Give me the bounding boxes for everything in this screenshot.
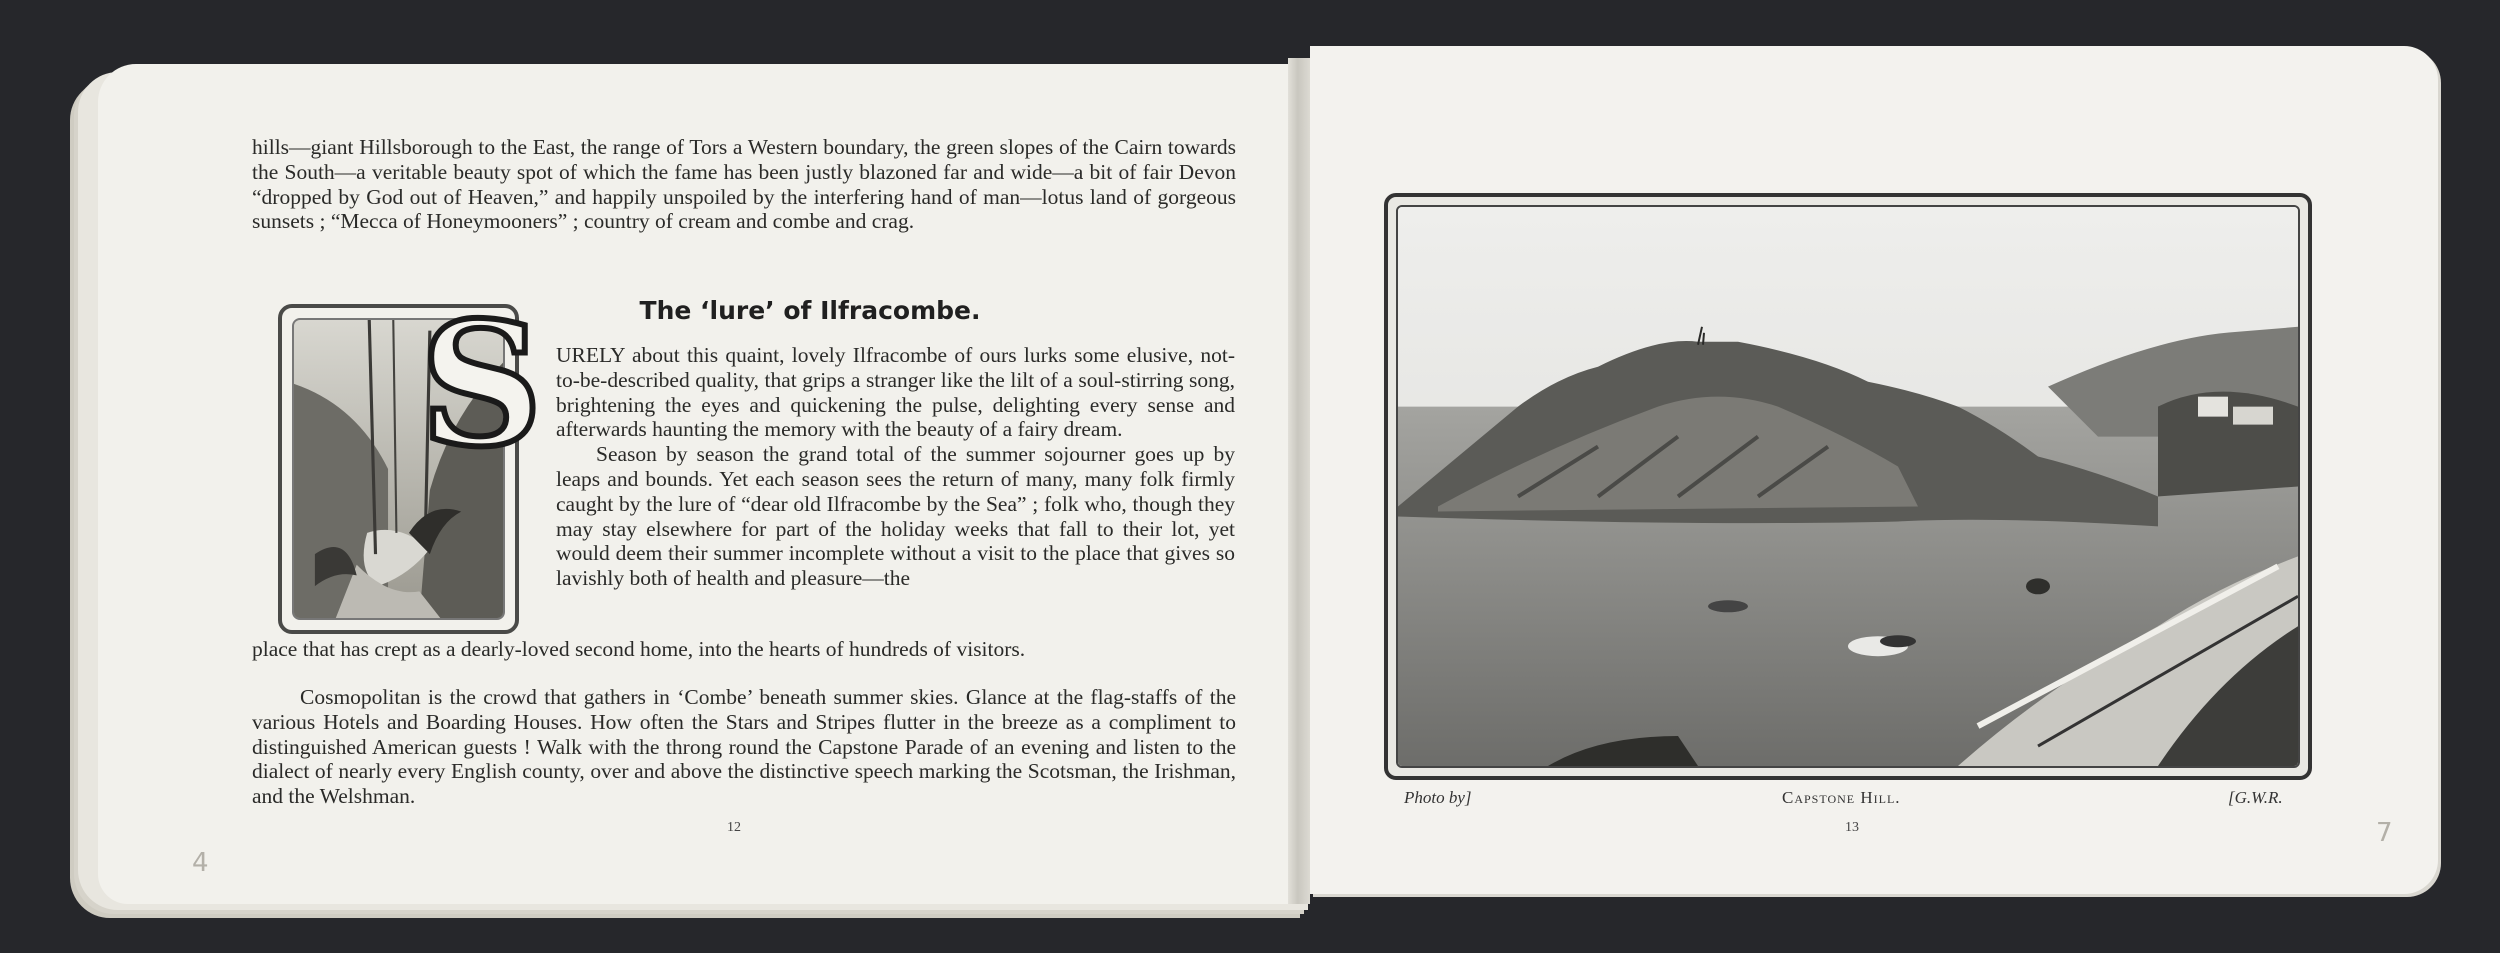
page-number-right: 13 bbox=[1845, 820, 1859, 835]
paragraph-intro: hills—giant Hillsborough to the East, the range of Tors a Western boundary, the green slopes of the Cairn towards the South—a veritable beauty spot of which the fame has been justly blazoned far and wide—a bit of fair Devon “dropped by God out of Heaven,” and happily unspoiled by the interfering hand of man—lotus land of gorgeous sunsets ; “Mecca of Honeymooners” ; country of cream and combe and crag. bbox=[252, 135, 1236, 234]
drop-cap-letter: S bbox=[420, 285, 543, 485]
book-gutter bbox=[1288, 58, 1310, 904]
photo-credit-source: [G.W.R. bbox=[2228, 788, 2283, 807]
section-heading: The ‘lure’ of Ilfracombe. bbox=[639, 296, 981, 325]
paragraph-lure-first: URELY about this quaint, lovely Ilfracombe of ours lurks some elusive, not-to-be-described quality, that grips a stranger like the lilt of a soul-stirring song, brightening the eyes and quickening the pulse, delighting every sense and afterwards haunting the memory with the beauty of a fairy dream. bbox=[556, 343, 1235, 442]
paragraph-lure bbox=[556, 343, 1235, 591]
paragraph-cosmopolitan: Cosmopolitan is the crowd that gathers in ‘Combe’ beneath summer skies. Glance at the flag-staffs of the various Hotels and Boarding Houses. How often the Stars and Stripes flutter in the breeze as a compliment to distinguished American guests ! Walk with the throng round the Capstone Parade of an evening and listen to the dialect of nearly every English county, over and above the distinctive speech marking the Scotsman, the Irishman, and the Welshman. bbox=[252, 685, 1236, 809]
capstone-hill-photograph bbox=[1396, 205, 2300, 768]
photo-frame bbox=[1384, 193, 2312, 780]
photo-caption-title: Capstone Hill. bbox=[1782, 788, 1901, 807]
photo-credit-label: Photo by] bbox=[1404, 788, 1472, 807]
pencil-mark-right: 7 bbox=[2376, 818, 2393, 848]
page-number-left: 12 bbox=[727, 820, 741, 835]
paragraph-lure-second: Season by season the grand total of the summer sojourner goes up by leaps and bounds. Yet each season sees the return of many, many folk firmly caught by the lure of “dear old Ilfracombe by the Sea” ; folk who, though they may stay elsewhere for part of the holiday weeks that fall to their lot, yet would deem their summer incomplete without a visit to the place that gives so lavishly both of health and pleasure—the bbox=[556, 442, 1235, 591]
pencil-mark-left: 4 bbox=[192, 848, 209, 878]
paragraph-lure-last-line: place that has crept as a dearly-loved second home, into the hearts of hundreds of visitors. bbox=[252, 637, 1026, 661]
